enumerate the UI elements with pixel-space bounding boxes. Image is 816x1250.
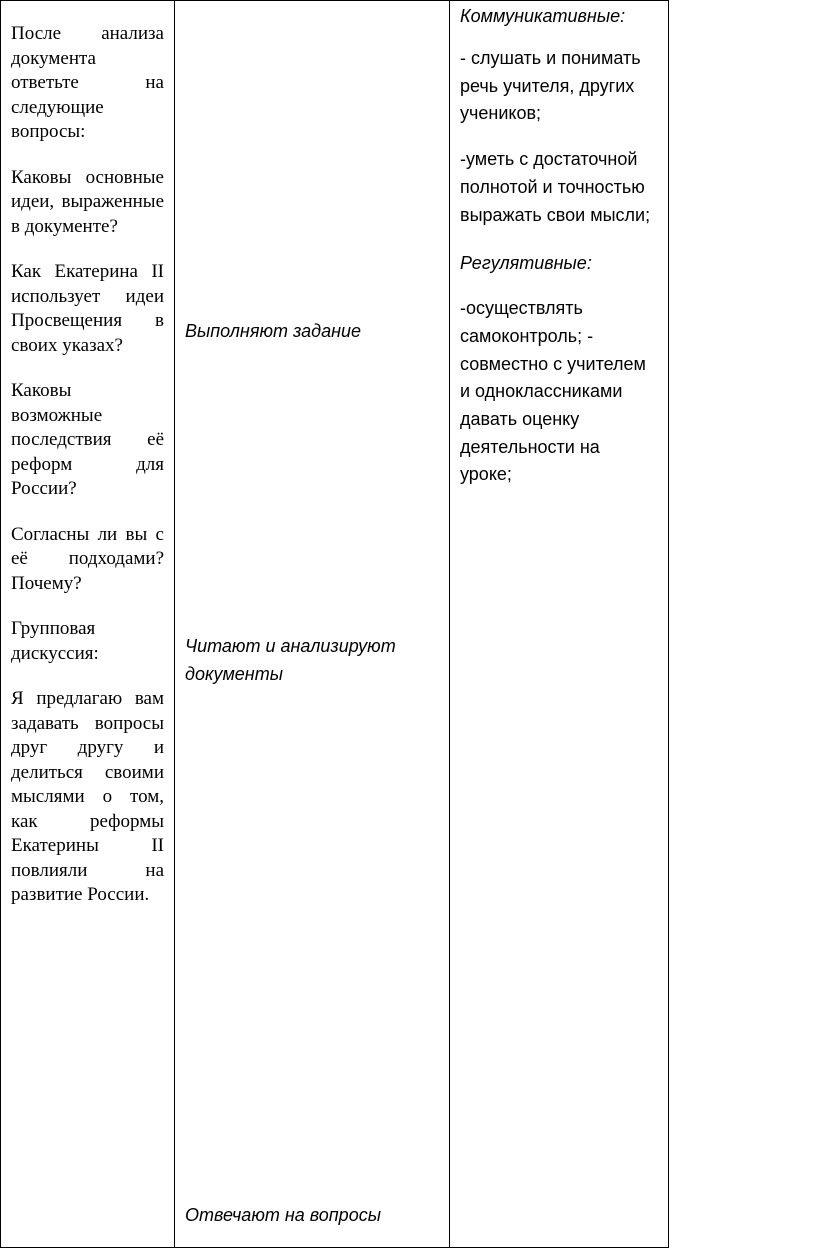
question-main-ideas: Каковы основные идеи, выраженные в документе? bbox=[11, 166, 164, 237]
communicative-item-listen: - слушать и понимать речь учителя, других учеников; bbox=[460, 48, 641, 124]
learning-outcomes-cell bbox=[450, 1, 669, 1248]
communicative-item-express: -уметь с достаточной полнотой и точностью выражать свои мысли; bbox=[460, 149, 651, 225]
activity-read-analyze: Читают и анализируют документы bbox=[185, 636, 396, 684]
communicative-heading: Коммуникативные: bbox=[460, 6, 626, 26]
question-consequences: Каковы возможные последствия её реформ для России? bbox=[11, 380, 164, 499]
student-activity-cell bbox=[175, 1, 450, 1248]
table-row bbox=[1, 1, 669, 1248]
activity-complete-task: Выполняют задание bbox=[185, 321, 362, 341]
activity-answer-questions: Отвечают на вопросы bbox=[185, 1205, 381, 1225]
discussion-prompt: Я предлагаю вам задавать вопросы друг другу и делиться своими мыслями о том, как реформы Екатерины II повлияли на развитие России. bbox=[11, 688, 164, 905]
group-discussion-heading: Групповая дискуссия: bbox=[11, 618, 99, 664]
questions-cell bbox=[1, 1, 175, 1248]
regulative-item-selfcontrol: -осуществлять самоконтроль; - совместно с учителем и одноклассниками давать оценку деятельности на уроке; bbox=[460, 298, 646, 485]
question-enlightenment: Как Екатерина II использует идеи Просвещения в своих указах? bbox=[11, 261, 164, 356]
regulative-heading: Регулятивные: bbox=[460, 253, 592, 274]
intro-instruction: После анализа документа ответьте на следующие вопросы: bbox=[11, 23, 164, 142]
question-agree: Согласны ли вы с её подходами? Почему? bbox=[11, 523, 164, 594]
